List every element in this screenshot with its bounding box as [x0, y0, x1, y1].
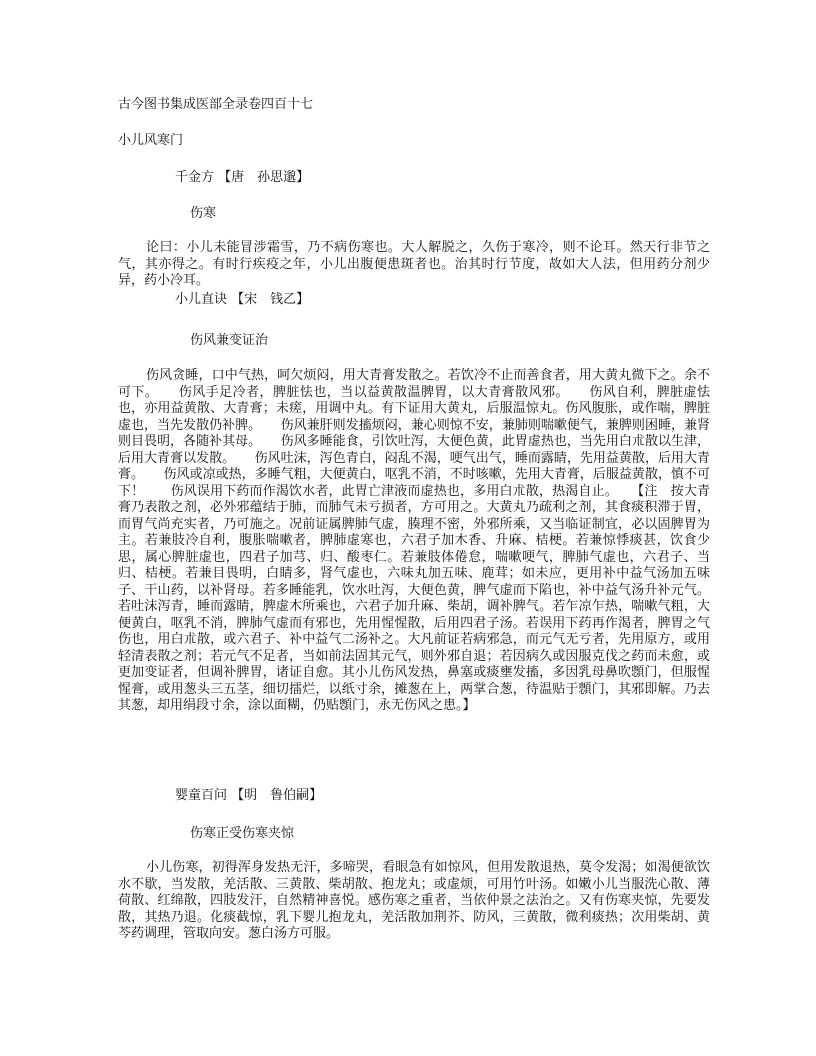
section-heading: 小儿风寒门: [118, 133, 184, 148]
source-heading: 小儿直诀 【宋 钱乙】: [175, 292, 310, 307]
source-heading: 婴童百问 【明 鲁伯嗣】: [175, 788, 323, 803]
body-paragraph: 伤风贪睡，口中气热，呵欠烦闷，用大青膏发散之。若饮冷不止而善食者，用大黄丸微下之。余不可下。 伤风手足冷者，脾脏怯也，当以益黄散温脾胃，以大青膏散风邪。 伤风自利，脾脏虚怯也，亦用益黄散、大青膏；未瘥，用调中丸。有下证用大黄丸，后服温惊丸。伤风腹胀，或作喘，脾脏虚也，当先发散仍补脾。 伤风兼肝则发搐烦闷，兼心则惊不安，兼肺则喘嗽便气，兼脾则困睡，兼肾则目畏明，各随补其母。 伤风多睡能食，引饮吐泻，大便色黄，此胃虚热也，当先用白朮散以生津，后用大青膏以发散。 伤风吐沫，泻色青白，闷乱不渴，哽气出气，睡而露睛，先用益黄散，后用大青膏。 伤风或凉或热，多睡气粗，大便黄白，呕乳不消，不时咳嗽，先用大青膏，后服益黄散，慎不可下！ 伤风误用下药而作渴饮水者，此胃亡津液而虚热也，多用白朮散，热渴自止。 【注 按大青膏乃表散之剂，必外邪蕴结于肺，而肺气未亏损者，方可用之。大黄丸乃疏利之剂，其食痰积滞于胃，而胃气尚充实者，乃可施之。况前证属脾肺气虚，腠理不密，外邪所乘，又当临证制宜，必以固脾胃为主。若兼肢冷自利，腹胀喘嗽者，脾肺虚寒也，六君子加木香、升麻、桔梗。若兼惊悸痰甚，饮食少思，属心脾脏虚也，四君子加芎、归、酸枣仁。若兼肢体倦怠，喘嗽哽气，脾肺气虚也，六君子、当归、桔梗。若兼目畏明，白睛多，肾气虚也，六味丸加五味、鹿茸；如未应，更用补中益气汤加五味子、干山药，以补肾母。若多睡能乳，饮水吐泻，大便色黄，脾气虚而下陷也，补中益气汤升补元气。若吐沫泻青，睡而露睛，脾虚木所乘也，六君子加升麻、柴胡，调补脾气。若乍凉乍热，喘嗽气粗，大便黄白，呕乳不消，脾肺气虚而有邪也，先用惺惺散，后用四君子汤。若误用下药再作渴者，脾胃之气伤也，用白朮散，或六君子、补中益气二汤补之。大凡前证若病邪急，而元气无亏者，先用原方，或用轻清表散之剂；若元气不足者，当如前法固其元气，则外邪自退；若因病久或因服克伐之药而未愈，或更加变证者，但调补脾胃，诸证自愈。其小儿伤风发热，鼻塞或痰壅发搐，多因乳母鼻吹顖门，但服惺惺膏，或用葱头三五茎，细切擂烂，以纸寸余，摊葱在上，两掌合葱，待温贴于顖门，其邪即解。乃去其葱，却用绢段寸余，涂以面糊，仍贴顖门，永无伤风之患。】: [118, 368, 710, 713]
topic-heading: 伤寒: [190, 206, 217, 221]
document-title: 古今图书集成医部全录卷四百十七: [118, 97, 314, 112]
source-heading: 千金方 【唐 孙思邈】: [175, 170, 310, 185]
body-paragraph: 论曰：小儿未能冒涉霜雪，乃不病伤寒也。大人解脱之，久伤于寒冷，则不论耳。然天行非节之气，其亦得之。有时行疾疫之年，小儿出腹便患斑者也。治其时行节度，故如大人法，但用药分剂少异，药小冷耳。: [118, 240, 710, 288]
body-paragraph: 小儿伤寒，初得浑身发热无汗，多啼哭，看眼急有如惊风，但用发散退热，莫令发渴；如渴便欲饮水不歇，当发散，羌活散、三黄散、柴胡散、抱龙丸；或虚烦，可用竹叶汤。如嫩小儿当服洗心散、薄荷散、红绵散，四肢发汗，自然精神喜悦。感伤寒之重者，当依仲景之法治之。又有伤寒夹惊，先要发散，其热乃退。化痰截惊，乳下婴儿抱龙丸，羌活散加荆芥、防风，三黄散，微利痰热；次用柴胡、黄芩药调理，管取向安。葱白汤方可服。: [118, 860, 710, 941]
topic-heading: 伤寒正受伤寒夹惊: [190, 826, 295, 841]
topic-heading: 伤风兼变证治: [190, 333, 269, 348]
